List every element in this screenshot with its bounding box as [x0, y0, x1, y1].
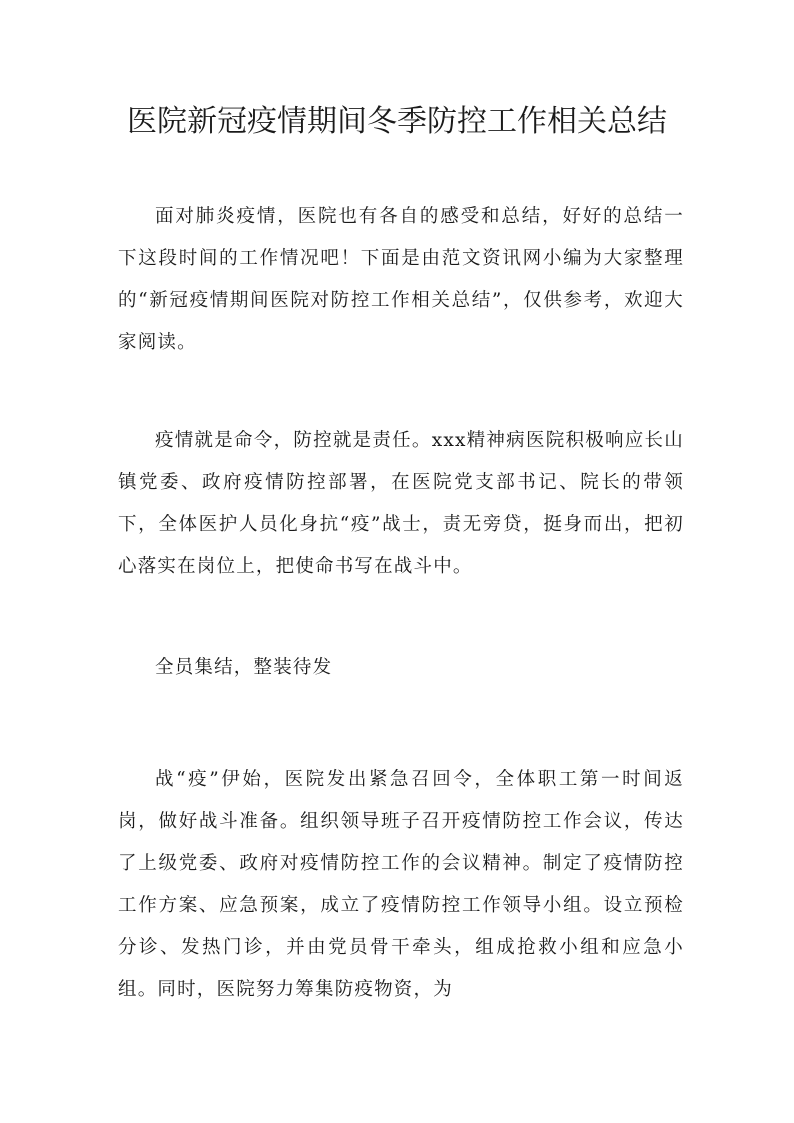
intro-paragraph: 面对肺炎疫情，医院也有各自的感受和总结，好好的总结一下这段时间的工作情况吧！下面是由范文资讯网小编为大家整理的“新冠疫情期间医院对防控工作相关总结”，仅供参考，欢迎大家阅读。 [118, 206, 684, 353]
body-paragraph: 疫情就是命令，防控就是责任。xxx精神病医院积极响应长山镇党委、政府疫情防控部署，在医院党支部书记、院长的带领下，全体医护人员化身抗“疫”战士，责无旁贷，挺身而出，把初心落实在岗位上，把使命书写在战斗中。 [118, 430, 684, 577]
section-heading: 全员集结，整装待发 [155, 657, 333, 678]
document-title: 医院新冠疫情期间冬季防控工作相关总结 [127, 104, 667, 139]
body-paragraph: 战“疫”伊始，医院发出紧急召回令，全体职工第一时间返岗，做好战斗准备。组织领导班子召开疫情防控工作会议，传达了上级党委、政府对疫情防控工作的会议精神。制定了疫情防控工作方案、应急预案，成立了疫情防控工作领导小组。设立预检分诊、发热门诊，并由党员骨干牵头，组成抢救小组和应急小组。同时，医院努力筹集防疫物资，为 [118, 769, 684, 1000]
